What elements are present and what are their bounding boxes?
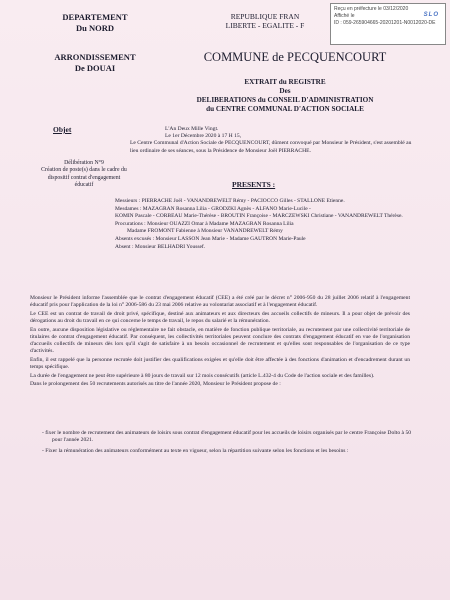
body-paragraph-1: Monsieur le Président informe l'assemblée que le contrat d'engagement éducatif (CEE) a été créé par le décret n° 2006-950 du 28 juillet 2006 relatif à l'engagement éducatif pris pour l'application de la loi n° 2006-586 du 23 mai 2006 relative au volontariat associatif et à l'engagement éducatif. bbox=[30, 295, 410, 309]
ccas-line: du CENTRE COMMUNAL D'ACTION SOCIALE bbox=[206, 105, 364, 113]
attendance-absent: Absent : Monsieur BELHADRI Youssef. bbox=[115, 243, 206, 250]
intro-date: Le 1er Décembre 2020 à 17 H 15, bbox=[165, 133, 242, 140]
arrondissement-name: De DOUAI bbox=[74, 63, 116, 73]
attendance-procurations-1: Procurations : Monsieur OUAZZI Omar à Madame MAZAGRAN Rosanna Lilia bbox=[115, 220, 294, 227]
meeting-intro bbox=[130, 126, 420, 155]
body-paragraph-3: En outre, aucune disposition législative ou réglementaire ne fait obstacle, en matière de fonction publique territoriale, au recrutement par une collectivité territoriale de titulaires de contrat d'engagement éducatif. Par conséquent, les collectivités territoriales peuvent conclure des contrats d'engagement éducatif en vue de l'organisation d'accueils collectifs de mineurs dès lors qu'il s'agit de satisfaire à un besoin occasionnel de recrutement et qu'elles sont responsables de l'organisation de ce type d'activités. bbox=[30, 326, 410, 355]
republic-title: REPUBLIQUE FRAN bbox=[230, 12, 300, 21]
republic-header bbox=[195, 12, 335, 30]
stamp-id: ID : 059-265904665-20201201-N0012020-DE bbox=[334, 20, 436, 26]
department-label: DEPARTEMENT bbox=[62, 12, 128, 22]
stamp-received: Reçu en préfecture le 03/12/2020 bbox=[334, 6, 409, 12]
body-paragraph-6: Dans le prolongement des 50 recrutements autorisés au titre de l'année 2020, Monsieur le Président propose de : bbox=[30, 381, 281, 388]
department-header bbox=[40, 12, 150, 34]
objet-description: Création de poste(s) dans le cadre du dispositif contrat d'engagement éducatif bbox=[41, 167, 127, 188]
deliberation-body bbox=[30, 295, 410, 390]
department-name: Du NORD bbox=[75, 23, 115, 33]
objet-text bbox=[38, 160, 130, 189]
arrondissement-header bbox=[25, 52, 165, 74]
stamp-posted: Affiché le bbox=[334, 13, 355, 19]
extrait-line: EXTRAIT du REGISTRE bbox=[244, 78, 326, 86]
stamp-logo: SLO bbox=[423, 12, 439, 18]
proposal-list bbox=[42, 430, 412, 458]
register-heading bbox=[145, 78, 425, 114]
presents-label: PRESENTS : bbox=[232, 180, 276, 189]
attendance-excuses: Absents excusés : Monsieur LASSON Jean Marie - Madame GAUTRON Marie-Paule bbox=[115, 235, 306, 242]
attendance-messieurs: Messieurs : PIERRACHE Joël - VANANDREWELT Rémy - PACIOCCO Gilles - STALLONE Etienne. bbox=[115, 198, 345, 204]
attendance-mesdames-2: KOMIN Pascale - CORBEAU Marie-Thérèse - BROUTIN Françoise - MARCZEWSKI Christiane - VANANDREWELT Thérèse. bbox=[115, 213, 403, 220]
body-paragraph-2: Le CEE est un contrat de travail de droit privé, spécifique, destiné aux animateurs et aux directeurs des accueils collectifs de mineurs. Il a pour objet de prévoir des dérogations au droit du travail en ce qui concerne le temps de travail, le repos du salarié et la rémunération. bbox=[30, 310, 410, 325]
body-paragraph-4: Enfin, il est rappelé que la personne recrutée doit justifier des qualifications exigées et qu'elle doit être affectée à des fonctions d'animation et d'encadrement durant un temps spécifique. bbox=[30, 356, 410, 371]
intro-year: L'An Deux Mille Vingt. bbox=[165, 126, 219, 132]
attendance-mesdames-1: Mesdames : MAZAGRAN Rosanna Lilia - GRODZKI Agnès - ALFANO Marie-Lucile - bbox=[115, 205, 311, 212]
deliberations-line: DELIBERATIONS du CONSEIL D'ADMINISTRATION bbox=[196, 96, 374, 104]
deliberation-number: Délibération N°9 bbox=[64, 160, 104, 166]
attendance-list bbox=[115, 198, 435, 251]
des-line: Des bbox=[279, 87, 291, 95]
commune-title: COMMUNE de PECQUENCOURT bbox=[203, 50, 387, 64]
attendance-procurations-2: Madame FROMONT Fabienne à Monsieur VANANDREWELT Rémy bbox=[127, 228, 283, 235]
prefecture-stamp bbox=[330, 3, 446, 45]
proposal-item-1: - fixer le nombre de recrutement des animateurs de loisirs sous contrat d'engagement éducatif pour les accueils de loisirs organisés par le centre Françoise Dolto à 50 pour l'année 2021. bbox=[42, 430, 412, 444]
intro-text: Le Centre Communal d'Action Sociale de PECQUENCOURT, dûment convoqué par Monsieur le Président, s'est assemblé au lieu ordinaire de ses séances, sous la Présidence de Monsieur Joël PIERRACHE. bbox=[130, 140, 412, 154]
republic-motto: LIBERTE - EGALITE - F bbox=[225, 21, 305, 30]
body-paragraph-5: La durée de l'engagement ne peut être supérieure à 80 jours de travail sur 12 mois consécutifs (article L.432-4 du Code de l'action sociale et des familles). bbox=[30, 372, 375, 379]
arrondissement-label: ARRONDISSEMENT bbox=[54, 52, 136, 62]
proposal-item-2: - Fixer la rémunération des animateurs conformément au texte en vigueur, selon la répartition suivante selon les fonctions et les besoins : bbox=[42, 447, 349, 454]
objet-label: Objet bbox=[53, 125, 72, 134]
